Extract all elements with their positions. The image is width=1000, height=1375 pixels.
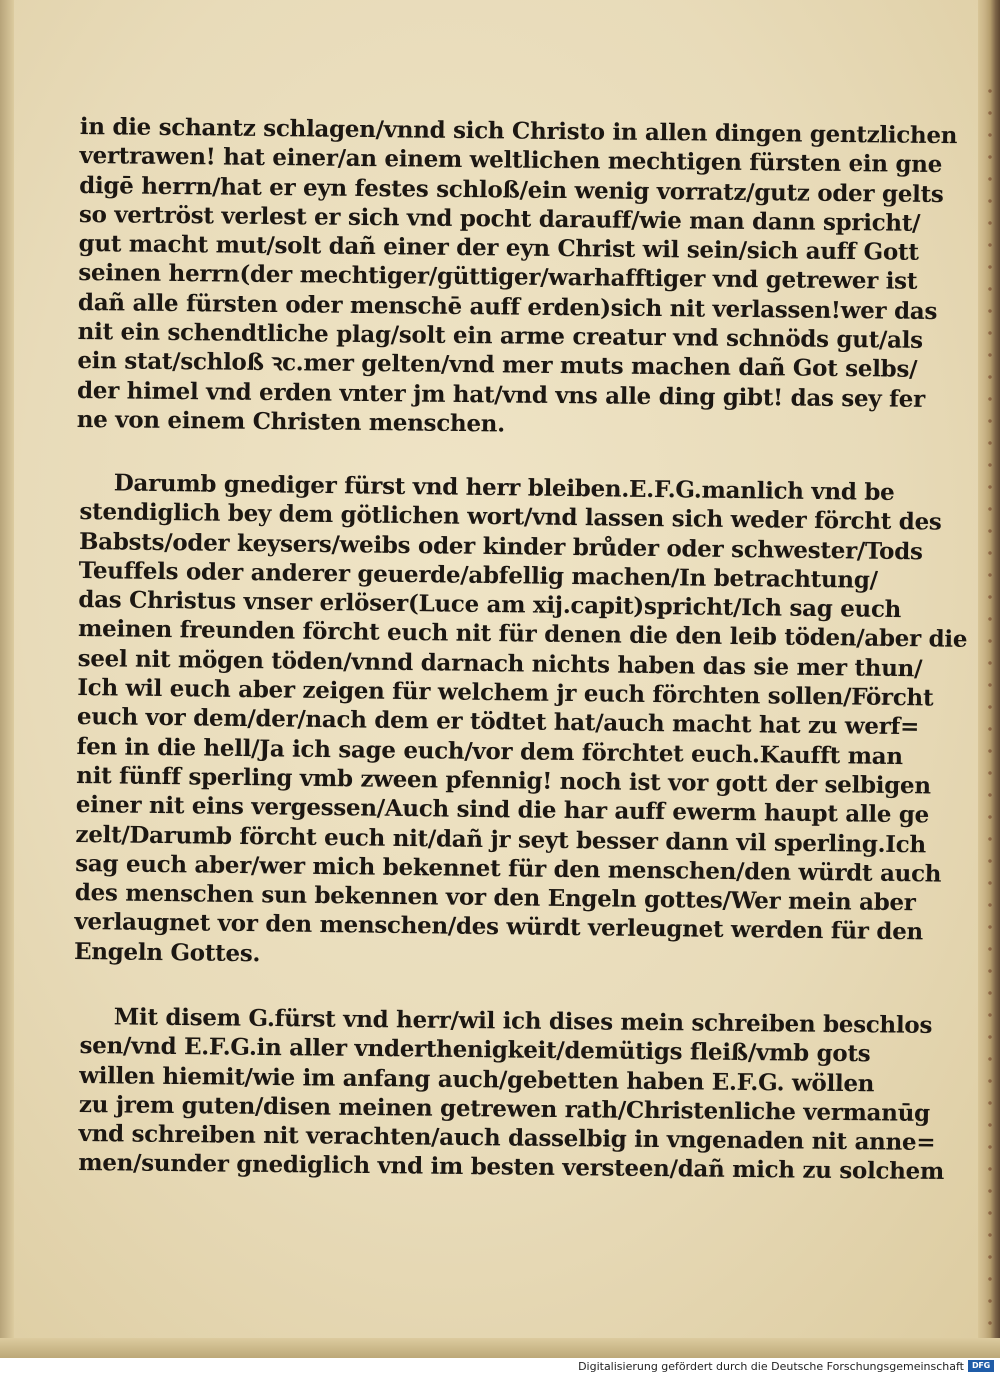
text-line: zelt/Darumb förcht euch nit/dañ jr seyt besser dann vil sperling.Ich <box>75 820 927 859</box>
text-line: stendiglich bey dem götlichen wort/vnd lassen sich weder förcht des <box>79 498 942 537</box>
text-line: einer nit eins vergessen/Auch sind die har auff ewerm haupt alle ge <box>75 791 930 829</box>
text-line: men/sunder gnediglich vnd im besten versteen/dañ mich zu solchem <box>78 1149 945 1186</box>
text-line: Teuffels oder anderer geuerde/abfellig machen/In betrachtung/ <box>78 557 878 594</box>
text-line: meinen freunden förcht euch nit für denen die den leib töden/aber die <box>77 615 968 654</box>
text-line: der himel vnd erden vnter jm hat/vnd vns alle ding gibt! das sey fer <box>76 376 925 413</box>
text-line: dañ alle fürsten oder menschē auff erden)sich nit verlassen!wer das <box>77 288 938 325</box>
binding-marks <box>986 80 996 1340</box>
text-line: zu jrem guten/disen meinen getrewen rath/Christenliche vermanūg <box>78 1091 930 1128</box>
text-line: des menschen sun bekennen vor den Engeln gottes/Wer mein aber <box>74 879 916 917</box>
page-left-edge <box>0 0 14 1358</box>
text-line: Darumb gnediger fürst vnd herr bleiben.E.F.G.manlich vnd be <box>113 469 895 507</box>
page-bottom-edge <box>0 1338 1000 1358</box>
text-line: Mit disem G.fürst vnd herr/wil ich dises mein schreiben beschlos <box>113 1003 933 1040</box>
text-line: gut macht mut/solt dañ einer der eyn Christ wil sein/sich auff Gott <box>78 230 919 266</box>
footer-bar <box>0 1358 1000 1375</box>
text-line: sag euch aber/wer mich bekennet für den menschen/den würdt auch <box>75 850 942 888</box>
text-line: nit ein schendtliche plag/solt ein arme creatur vnd schnöds gut/als <box>77 318 923 354</box>
text-line: euch vor dem/der/nach dem er tödtet hat/auch macht hat zu werf= <box>76 703 920 741</box>
text-line: Engeln Gottes. <box>73 937 261 968</box>
text-line: fen in die hell/Ja ich sage euch/vor dem förchtet euch.Kaufft man <box>76 732 903 771</box>
text-line: digē herrn/hat er eyn festes schloß/ein wenig vorratz/gutz oder gelts <box>79 171 944 208</box>
text-line: in die schantz schlagen/vnnd sich Christo in allen dingen gentzlichen <box>79 112 958 150</box>
text-line: so vertröst verlest er sich vnd pocht darauff/wie man dann spricht/ <box>78 200 921 237</box>
text-line: seel nit mögen töden/vnnd darnach nichts haben das sie mer thun/ <box>77 645 923 683</box>
paragraph-3 <box>78 1002 945 1186</box>
text-line: Babsts/oder keysers/weibs oder kinder brůder oder schwester/Tods <box>78 527 923 566</box>
text-line: ein stat/schloß ꝛc.mer gelten/vnd mer muts machen dañ Got selbs/ <box>77 347 918 384</box>
text-line: verlaugnet vor den menschen/des würdt verleugnet werden für den <box>74 908 924 947</box>
text-line: willen hiemit/wie im anfang auch/gebetten haben E.F.G. wöllen <box>79 1061 875 1098</box>
text-line: vnd schreiben nit verachten/auch dasselbig in vngenaden nit anne= <box>78 1120 936 1157</box>
text-line: sen/vnd E.F.G.in aller vnderthenigkeit/demütigs fleiß/vmb gots <box>79 1032 871 1068</box>
funding-credit: Digitalisierung gefördert durch die Deutsche Forschungsgemeinschaft <box>578 1360 964 1373</box>
text-line: vertrawen! hat einer/an einem weltlichen mechtigen fürsten ein gne <box>79 142 943 179</box>
text-line: ne von einem Christen menschen. <box>76 405 506 438</box>
dfg-logo: DFG <box>968 1360 994 1372</box>
text-line: nit fünff sperling vmb zween pfennig! noch ist vor gott der selbigen <box>76 762 931 800</box>
text-line: seinen herrn(der mechtiger/güttiger/warhafftiger vnd getrewer ist <box>78 259 918 296</box>
paragraph-2 <box>73 468 968 975</box>
text-line: das Christus vnser erlöser(Luce am xij.capit)spricht/Ich sag euch <box>78 586 902 624</box>
text-line: Ich wil euch aber zeigen für welchem jr euch förchten sollen/Förcht <box>77 674 934 712</box>
paragraph-1 <box>76 112 958 442</box>
page-text <box>73 112 968 1186</box>
